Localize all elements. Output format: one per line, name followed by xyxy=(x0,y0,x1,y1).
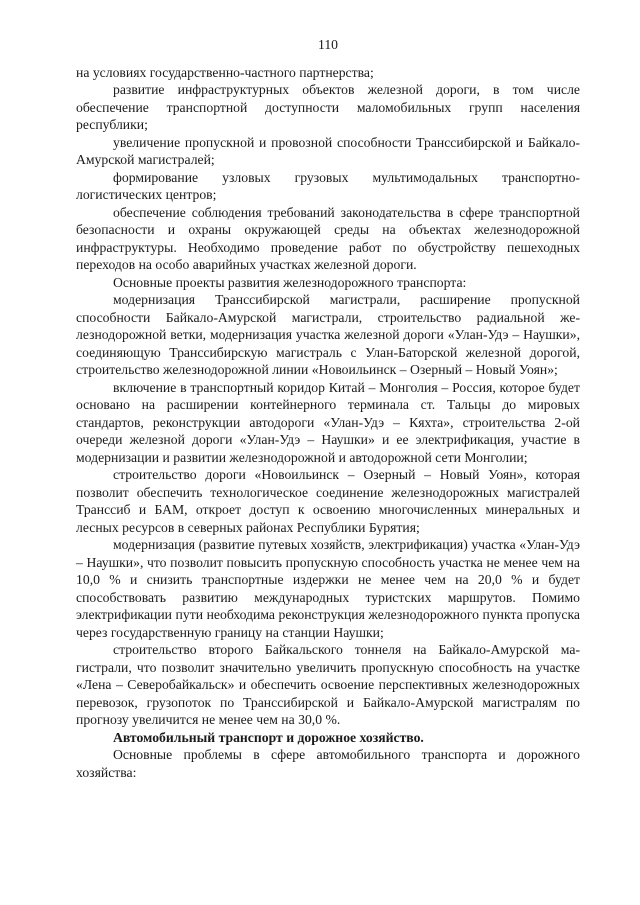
paragraph: Основные проблемы в сфере автомобильного транспорта и дорожного хозяйства: xyxy=(76,747,580,780)
paragraph: модернизация (развитие путевых хозяйств, электрификация) участка «Улан-Удэ – Наушки», что позволит повысить пропускную способность участка не менее чем на 10,0 % и снизить транспортные издержки не менее чем на 20,0 % и будет способствовать развитию международных туристских маршрутов. Помимо электрификации пути необходима реконструкция железнодорожного пункта пропуска через государственную границу на станции Наушки; xyxy=(76,537,580,640)
paragraph: строительство второго Байкальского тоннеля на Байкало-Амурской магистрали, что позволит значительно увеличить пропускную способность на участке «Лена – Северобайкальск» и обеспечить освоение перспективных железнодорожных перевозок, грузопоток по Транссибирской и Байкало-Амурской магистралям по прогнозу увеличится не менее чем на 30,0 %. xyxy=(76,642,580,727)
page-number: 110 xyxy=(317,37,339,52)
document-page xyxy=(76,36,580,781)
paragraph: строительство дороги «Новоильинск – Озерный – Новый Уоян», которая позволит обеспечить технологическое соединение железнодорожных магистралей Транссиб и БАМ, откроет доступ к освоению многочисленных минеральных и лесных ресурсов в северных районах Республики Бурятия; xyxy=(76,467,580,535)
paragraph: обеспечение соблюдения требований законодательства в сфере транспортной безопасности и охраны окружающей среды на объектах железнодорожной инфраструктуры. Необходимо проведение работ по обустройству пешеходных переходов на особо аварийных участках железной дороги. xyxy=(76,204,580,272)
document-body xyxy=(76,64,580,782)
paragraph: развитие инфраструктурных объектов железной дороги, в том числе обеспечение транспортной доступности маломобильных групп населения республики; xyxy=(76,82,580,132)
paragraph: увеличение пропускной и провозной способности Транссибирской и Байкало-Амурской магистралей; xyxy=(76,134,580,167)
paragraph: на условиях государственно-частного партнерства; xyxy=(76,64,374,80)
section-heading: Автомобильный транспорт и дорожное хозяйство. xyxy=(113,729,424,745)
paragraph: Основные проекты развития железнодорожного транспорта: xyxy=(113,274,467,290)
paragraph: включение в транспортный коридор Китай – Монголия – Россия, которое будет основано на расширении контейнерного терминала ст. Тальцы до мировых стандартов, реконструкции автодороги «Улан-Удэ – Кяхта», строительства 2-ой очереди железной дороги «Улан-Удэ – Наушки» и ее электрификация, участие в модернизации и развитии железнодорожной и автодорожной сети Монголии; xyxy=(76,379,580,465)
paragraph: модернизация Транссибирской магистрали, расширение пропускной способности Байкало-Амурской магистрали, строительство радиальной железнодорожной ветки, модернизация участка железной дороги «Улан-Удэ – Наушки», соединяющую Транссибирскую магистраль с Улан-Баторской железной дорогой, строительство железнодорожной линии «Новоильинск – Озерный – Новый Уоян»; xyxy=(76,292,580,377)
paragraph: формирование узловых грузовых мультимодальных транспортно-логистических центров; xyxy=(76,169,580,202)
